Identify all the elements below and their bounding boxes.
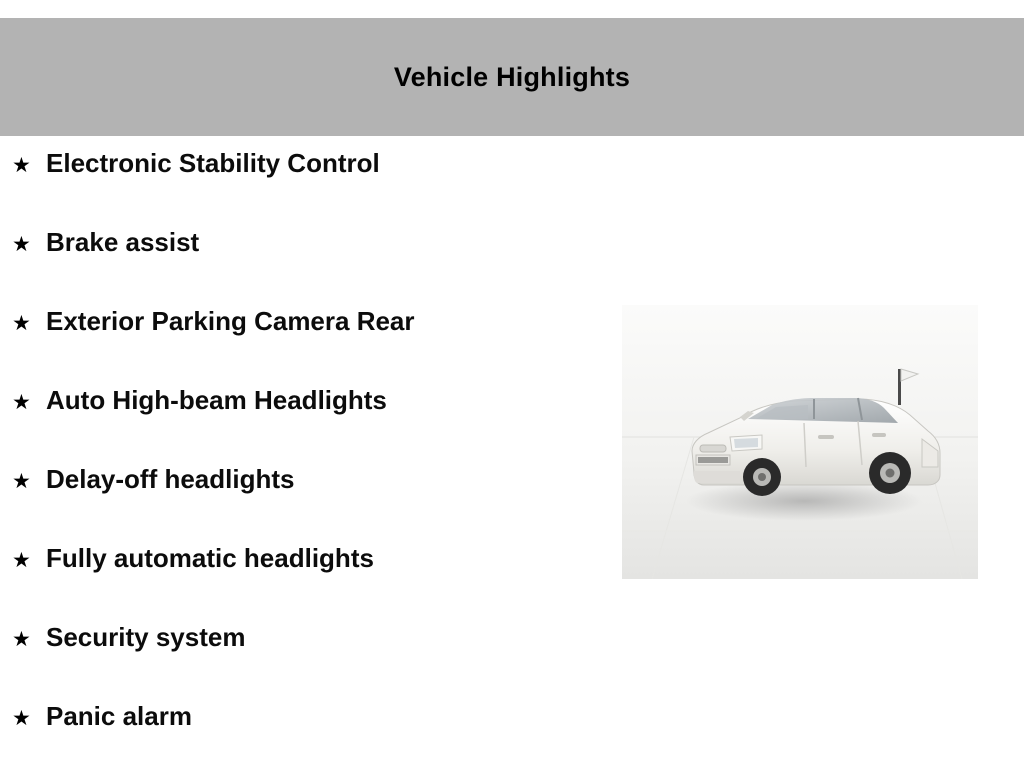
list-item — [0, 703, 620, 782]
slide-content — [0, 136, 1024, 768]
list-item — [0, 387, 620, 466]
star-bullet-icon: ★ — [12, 154, 31, 177]
list-item — [0, 545, 620, 624]
highlight-label: Delay-off headlights — [46, 464, 295, 494]
list-item — [0, 229, 620, 308]
highlight-label: Exterior Parking Camera Rear — [46, 306, 415, 336]
list-item — [0, 466, 620, 545]
highlight-label: Security system — [46, 622, 246, 652]
star-bullet-icon: ★ — [12, 312, 31, 335]
star-bullet-icon: ★ — [12, 470, 31, 493]
list-item — [0, 308, 620, 387]
star-bullet-icon: ★ — [12, 707, 31, 730]
star-bullet-icon: ★ — [12, 391, 31, 414]
star-bullet-icon: ★ — [12, 233, 31, 256]
highlight-label: Panic alarm — [46, 701, 192, 731]
highlight-label: Fully automatic headlights — [46, 543, 374, 573]
header-bar — [0, 18, 1024, 136]
vehicle-photo-image — [622, 305, 978, 579]
vehicle-photo — [622, 305, 978, 579]
highlight-label: Electronic Stability Control — [46, 148, 380, 178]
highlight-label: Auto High-beam Headlights — [46, 385, 387, 415]
star-bullet-icon: ★ — [12, 549, 31, 572]
page-title: Vehicle Highlights — [393, 61, 631, 92]
list-item — [0, 150, 620, 229]
list-item — [0, 624, 620, 703]
star-bullet-icon: ★ — [12, 628, 31, 651]
highlight-label: Brake assist — [46, 227, 200, 257]
vehicle-highlights-list — [0, 150, 620, 782]
